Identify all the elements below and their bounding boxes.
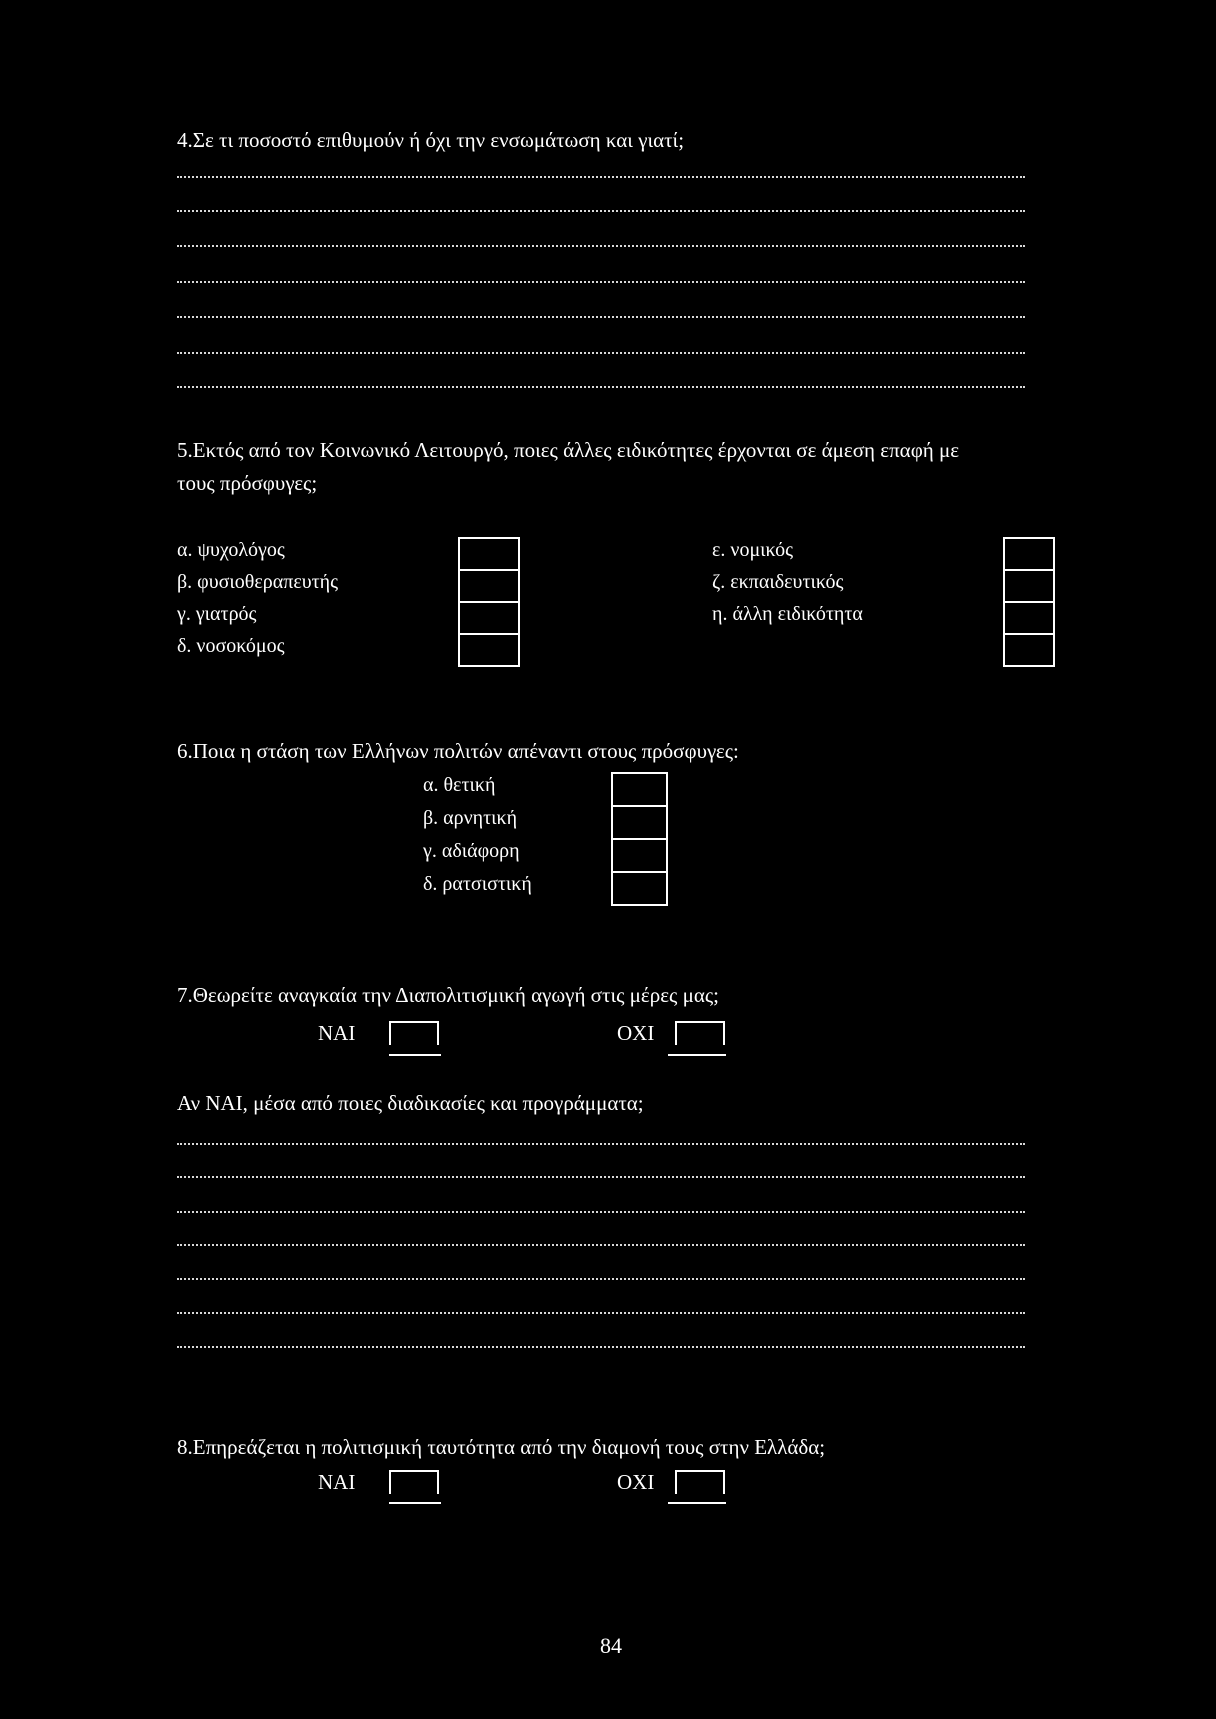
- q8-no-checkbox[interactable]: [675, 1470, 725, 1494]
- q5-option-e: ε. νομικός: [712, 539, 794, 561]
- q6-checkbox-d[interactable]: [611, 871, 668, 906]
- answer-line[interactable]: [177, 281, 1025, 283]
- answer-line[interactable]: [177, 1143, 1025, 1145]
- q7-no-checkbox[interactable]: [675, 1021, 725, 1045]
- q6-option-c: γ. αδιάφορη: [423, 840, 520, 862]
- question-7: 7.Θεωρείτε αναγκαία την Διαπολιτισμική αγωγή στις μέρες μας;: [177, 983, 720, 1007]
- answer-line[interactable]: [177, 386, 1025, 388]
- answer-line[interactable]: [177, 210, 1025, 212]
- answer-line[interactable]: [177, 1278, 1025, 1280]
- q7-followup: Αν ΝΑΙ, μέσα από ποιες διαδικασίες και προγράμματα;: [177, 1091, 644, 1115]
- q5-checkbox-z[interactable]: [1003, 569, 1055, 603]
- q8-yes-label: ΝΑΙ: [318, 1470, 356, 1494]
- q5-checkbox-e[interactable]: [1003, 537, 1055, 571]
- q7-yes-label: ΝΑΙ: [318, 1021, 356, 1045]
- q6-option-a: α. θετική: [423, 774, 496, 796]
- q7-no-underline: [668, 1054, 726, 1056]
- q5-option-d: δ. νοσοκόμος: [177, 635, 285, 657]
- q7-yes-checkbox[interactable]: [389, 1021, 439, 1045]
- q8-yes-checkbox[interactable]: [389, 1470, 439, 1494]
- question-5-line-2: τους πρόσφυγες;: [177, 471, 318, 495]
- q5-option-b: β. φυσιοθεραπευτής: [177, 571, 339, 593]
- q5-checkbox-d[interactable]: [458, 633, 520, 667]
- q7-no-label: ΟΧΙ: [617, 1021, 655, 1045]
- q8-no-underline: [668, 1502, 726, 1504]
- question-8: 8.Επηρεάζεται η πολιτισμική ταυτότητα από την διαμονή τους στην Ελλάδα;: [177, 1435, 826, 1459]
- q6-checkbox-c[interactable]: [611, 838, 668, 873]
- q5-checkbox-b[interactable]: [458, 569, 520, 603]
- q5-checkbox-c[interactable]: [458, 601, 520, 635]
- answer-line[interactable]: [177, 1312, 1025, 1314]
- answer-line[interactable]: [177, 1211, 1025, 1213]
- q5-checkbox-a[interactable]: [458, 537, 520, 571]
- answer-line[interactable]: [177, 352, 1025, 354]
- q5-option-c: γ. γιατρός: [177, 603, 257, 625]
- q6-checkbox-a[interactable]: [611, 772, 668, 807]
- question-6: 6.Ποια η στάση των Ελλήνων πολιτών απέναντι στους πρόσφυγες:: [177, 739, 739, 763]
- q7-yes-underline: [389, 1054, 441, 1056]
- answer-line[interactable]: [177, 1244, 1025, 1246]
- answer-line[interactable]: [177, 1346, 1025, 1348]
- q8-no-label: ΟΧΙ: [617, 1470, 655, 1494]
- q5-option-a: α. ψυχολόγος: [177, 539, 285, 561]
- question-4: 4.Σε τι ποσοστό επιθυμούν ή όχι την ενσωμάτωση και γιατί;: [177, 128, 685, 152]
- question-5-line-1: 5.Εκτός από τον Κοινωνικό Λειτουργό, ποιες άλλες ειδικότητες έρχονται σε άμεση επαφή με: [177, 438, 960, 462]
- q5-checkbox-h[interactable]: [1003, 601, 1055, 635]
- q6-option-b: β. αρνητική: [423, 807, 518, 829]
- q5-option-z: ζ. εκπαιδευτικός: [712, 571, 844, 593]
- answer-line[interactable]: [177, 245, 1025, 247]
- q5-option-h: η. άλλη ειδικότητα: [712, 603, 863, 625]
- q5-checkbox-extra[interactable]: [1003, 633, 1055, 667]
- answer-line[interactable]: [177, 316, 1025, 318]
- page-number: 84: [600, 1633, 622, 1658]
- q8-yes-underline: [389, 1502, 441, 1504]
- answer-line[interactable]: [177, 1176, 1025, 1178]
- q6-option-d: δ. ρατσιστική: [423, 873, 532, 895]
- answer-line[interactable]: [177, 176, 1025, 178]
- q6-checkbox-b[interactable]: [611, 805, 668, 840]
